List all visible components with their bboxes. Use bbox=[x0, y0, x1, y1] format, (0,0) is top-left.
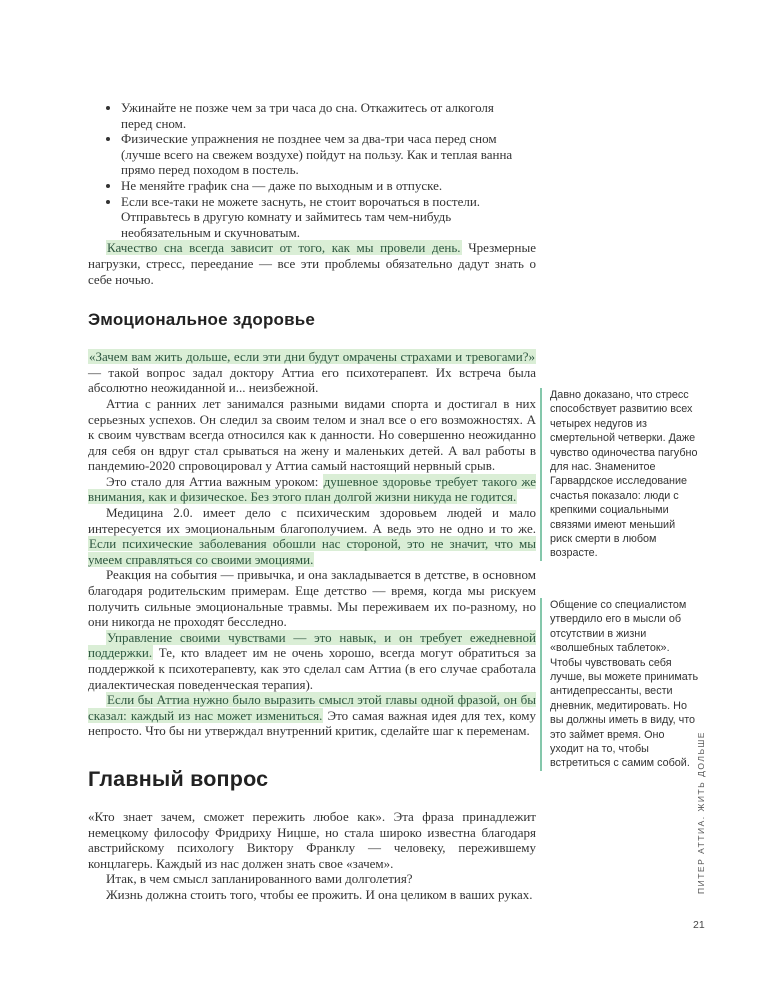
paragraph bbox=[88, 630, 536, 692]
highlighted-text: Если бы Аттиа нужно было выразить смысл этой главы одной фразой, он бы сказал: каждый из нас может измениться. bbox=[88, 692, 536, 723]
body-text: Чрезмерные нагрузки, стресс, переедание — все эти проблемы обязательно дадут знать о себе ночью. bbox=[88, 240, 536, 287]
paragraph-sleep-quality bbox=[88, 240, 536, 287]
paragraph bbox=[88, 505, 536, 567]
body-text: Медицина 2.0. имеет дело с психическим здоровьем людей и мало интересуется их эмоциональным благополучием. А ведь это не одно и то же. bbox=[88, 505, 536, 536]
paragraph bbox=[88, 474, 536, 505]
section-heading-main-question: Главный вопрос bbox=[88, 766, 269, 791]
body-text: Это стало для Аттиа важным уроком: bbox=[106, 473, 323, 489]
page-number: 21 bbox=[693, 919, 705, 931]
paragraph: Реакция на события — привычка, и она закладывается в детстве, в основном благодаря родительским примерам. Еще детство — время, когда мы рискуем получить сильные эмоциональные травмы. Мы переживаем их по-разному, но они никогда не проходят бесследно. bbox=[88, 567, 536, 630]
sidenote-therapy: Общение со специалистом утвердило его в мысли об отсутствии в жизни «волшебных таблеток». Чтобы чувствовать себя лучше, вы можете принимать антидепрессанты, вести дневник, медитировать. Но вы должны иметь в виду, что это займет время. Оно уходит на то, чтобы встретиться с самим собой. bbox=[540, 598, 700, 771]
paragraph bbox=[88, 692, 536, 739]
list-item: • Ужинайте не позже чем за три часа до сна. Откажитесь от алкоголя перед сном. bbox=[121, 100, 521, 131]
paragraph: Аттиа с ранних лет занимался разными видами спорта и достигал в них серьезных успехов. Он следил за своим телом и знал все о его возможностях. А к своим чувствам всегда относился как к данности. Но совершенно неожиданно для себя он вдруг стал срываться на жену и маленьких детей. А вал работы в пандемию-2020 спровоцировал у Аттиа самый настоящий нервный срыв. bbox=[88, 395, 536, 474]
body-text: Это самая важная идея для тех, кому непросто. Что бы ни утверждал внутренний критик, сделайте шаг к переменам. bbox=[88, 707, 536, 739]
list-item: • Если все-таки не можете заснуть, не стоит ворочаться в постели. Отправьтесь в другую комнату и займитесь там чем-нибудь необязательным и скучноватым. bbox=[121, 194, 521, 241]
main-text-column bbox=[88, 100, 536, 903]
sidenote-stress: Давно доказано, что стресс способствует развитию всех четырех недугов из смертельной четверки. Даже чувство одиночества пагубно для нас. Знаменитое Гарвардское исследование счастья показало: люди с крепкими социальными связями имеют меньший риск смерти в любом возрасте. bbox=[540, 388, 700, 561]
margin-book-title: ПИТЕР АТТИА. ЖИТЬ ДОЛЬШЕ bbox=[696, 731, 706, 894]
bullet-list bbox=[88, 100, 521, 240]
highlighted-text: душевное здоровье требует такого же внимания, как и физическое. Без этого план долгой жизни никуда не годится. bbox=[88, 473, 536, 505]
body-text: — такой вопрос задал доктору Аттиа его психотерапевт. Их встреча была абсолютно неожиданной и... неизбежной. bbox=[88, 364, 536, 396]
paragraph: Жизнь должна стоить того, чтобы ее прожить. И она целиком в ваших руках. bbox=[106, 886, 533, 902]
list-item: • Не меняйте график сна — даже по выходным и в отпуске. bbox=[121, 178, 521, 194]
highlighted-text: Качество сна всегда зависит от того, как мы провели день. bbox=[107, 240, 461, 256]
paragraph bbox=[88, 349, 536, 396]
highlighted-text: Управление своими чувствами — это навык, и он требует ежедневной поддержки. bbox=[88, 629, 536, 661]
highlighted-text: Если психические заболевания обошли нас стороной, это не значит, что мы умеем справляться со своими эмоциями. bbox=[88, 536, 536, 567]
paragraph: «Кто знает зачем, сможет пережить любое как». Эта фраза принадлежит немецкому философу Фридриху Ницше, но стала широко известна благодаря австрийскому психологу Виктору Франклу — человеку, пережившему концлагерь. Каждый из нас должен знать свое «зачем». bbox=[88, 808, 536, 871]
list-item: • Физические упражнения не позднее чем за два-три часа перед сном (лучше всего на свежем воздухе) пойдут на пользу. Как и теплая ванна прямо перед походом в постель. bbox=[121, 131, 521, 178]
section-heading-emotional-health: Эмоциональное здоровье bbox=[88, 310, 316, 330]
body-text: Те, кто владеет им не очень хорошо, всегда могут обратиться за поддержкой к психотерапевту, как это сделал сам Аттиа (в его случае сработала диалектическая поведенческая терапия). bbox=[88, 645, 536, 692]
paragraph: Итак, в чем смысл запланированного вами долголетия? bbox=[106, 871, 413, 887]
highlighted-text: «Зачем вам жить дольше, если эти дни будут омрачены страхами и тревогами?» bbox=[89, 349, 535, 365]
